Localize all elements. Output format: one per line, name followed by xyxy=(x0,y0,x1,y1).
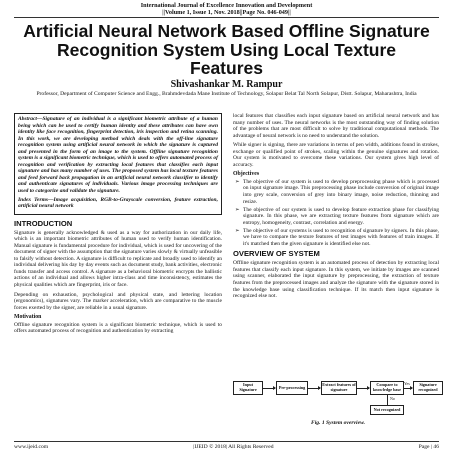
journal-name: International Journal of Excellence Innovation and Development xyxy=(140,2,313,9)
footer-copyright: |IJEID © 2018| All Rights Reserved xyxy=(193,444,274,450)
journal-volume: ||Volume 1, Issue 1, Nov. 2018||Page No. 046-049|| xyxy=(162,9,291,16)
footer-rule xyxy=(14,441,439,442)
footer-page-number: Page | 46 xyxy=(418,444,439,450)
yes-label: Yes xyxy=(404,381,410,386)
no-label: No xyxy=(390,396,395,401)
arrow-bullet-icon: ➢ xyxy=(235,227,240,234)
figure-caption: Fig. 1 System overview. xyxy=(310,420,365,426)
left-column xyxy=(14,113,222,441)
right-paragraph-2: While signer is signing, there are variations in terms of pen width, additions found in strokes, exchange or qualified point of strokes, scaling within the genuine signatures and rotation. Our system is motivated to overcome these variations. Our system gives high level of accuracy. xyxy=(233,142,439,168)
introduction-paragraph-2: Depending on exhaustion, psychological and physical state, and lettering location (ergonomics), signatures vary. The marker acceleration, which are comparative to the muscle forces exerted by the signer, are reliable in a usual signature. xyxy=(14,291,222,311)
journal-header xyxy=(0,2,453,16)
introduction-paragraph-1: Signature is generally acknowledged & used as a way for authorization in our daily life, which is an important biometric attributes of human used to verify human identification. Manual signature is fundamental procedure for individual, which is used for uncovering of the document of signer with the assumption that the signature varies slowly & virtually unfeasible to falsify without detection. A signature is difficult to replicate and broadly used to identify an individual delivering his day by day events such as document study, bank activities, electronic funds transfer and access control. A signature as a behavioral biometric encrypts the ballistic actions of an individual and allows higher intra-class and time inconsistency, estimates the physical qualities which are fingerprint, iris or face. xyxy=(14,229,222,289)
objectives-list xyxy=(233,179,439,247)
overview-text: Offline signature recognition system is an automated process of detection by extracting local features that classify each input signature. In this system, we initiate by images are scanned using scanner, elaborated the input signature by preprocessing, the extraction of texture features from the preprocessed images and analyze the signature with the signature stored in the knowledge base using classification technique. If its match then input signature is recognized else not. xyxy=(233,260,439,300)
right-paragraph-1: local features that classifies each input signature based on artificial neural network and has many number of uses. The neural networks is the most outstanding way of finding solution of the problems that are most difficult to solve by traditional computational methods. The advantage of neural network is no need to understand the solution. xyxy=(233,113,439,139)
objective-item: ➢ The objective of our system is used to develop feature extraction phase for classifying signature. In this phase, we are extracting texture features from signature which are entropy, homogeneity, contrast, correlation and energy. xyxy=(235,206,439,226)
flow-box-input-signature: Input Signature xyxy=(233,381,263,395)
system-overview-diagram xyxy=(233,377,443,419)
objective-item: ➢ The objective of our systems is used to recognition of signature by signers. In this phase, we have to compare the texture features of test images with features of train images. If it's matched then the given signature is identified else not. xyxy=(235,227,439,247)
introduction-heading: INTRODUCTION xyxy=(14,218,73,228)
objective-item: ➢ The objective of our system is used to develop preprocessing phase which is processed on input signature image. This preprocessing phase include conversion of original image into grey scale, conversion of grey into binary image, noise reduction, thinning and resize. xyxy=(235,178,439,205)
flow-arrow xyxy=(263,388,275,389)
flow-box-preprocessing: Pre-processing xyxy=(276,381,308,395)
flow-arrow xyxy=(404,388,412,389)
right-column xyxy=(233,113,439,377)
motivation-text: Offline signature recognition system is a significant biometric technique, which is used to offers automated process of recognition and authentication by extracting xyxy=(14,321,222,335)
motivation-heading: Motivation xyxy=(14,314,42,321)
page-footer xyxy=(14,444,439,450)
arrow-bullet-icon: ➢ xyxy=(235,206,240,213)
arrow-bullet-icon: ➢ xyxy=(235,178,240,185)
flow-box-not-recognized: Not recognized xyxy=(370,405,404,415)
abstract-text: Abstract—Signature of an individual is a significant biometric attribute of a human being which can be used to certify human identity and these attributes can have own identity like face recognition, fingerprint detection, iris inspection and retina scanning. In this work, we are developing method which deals with the off-line signature recognition system using artificial neural network in which the signature is captured and presented in the form of an image to the system. Offline signature recognition system is a significant biometric technique, which is used to offers automated process of recognition and verification by extracting local features that classifies each input signature and has many number of uses. The proposed system has local texture features and feed forward back propagation in an artificial neural network classifier to identify and authenticate signatures of individuals. Various image processing techniques are used to categorize and validate the signature. xyxy=(18,116,218,195)
flow-arrow xyxy=(308,388,320,389)
objectives-heading: Objectives xyxy=(233,171,260,178)
flow-box-compare-knowledge-base: Compare to knowledge base xyxy=(370,381,404,395)
flow-box-signature-recognized: Signature recognized xyxy=(413,381,443,395)
flow-box-extract-features: Extract features of signature xyxy=(321,381,357,395)
author-name: Shivashankar M. Rampur xyxy=(170,79,283,90)
abstract-box xyxy=(14,113,222,215)
author-affiliation: Professor, Department of Computer Science and Engg., Brahmdevdada Mane Institute of Technology, Solapur Belat Tal North Solapur, Distt. Solapur, Maharashtra, India xyxy=(36,91,417,97)
flow-connector xyxy=(387,395,388,405)
header-rule xyxy=(14,17,439,18)
paper-title: Artificial Neural Network Based Offline Signature Recognition System Using Local Texture Features xyxy=(23,21,430,78)
index-terms: Index Terms—Image acquisition, RGB-to-Grayscale conversion, feature extraction, artificial neural network xyxy=(18,196,218,210)
footer-website: www.ijeid.com xyxy=(14,444,49,450)
flow-arrow xyxy=(357,388,369,389)
overview-heading: OVERVIEW OF SYSTEM xyxy=(233,249,320,259)
